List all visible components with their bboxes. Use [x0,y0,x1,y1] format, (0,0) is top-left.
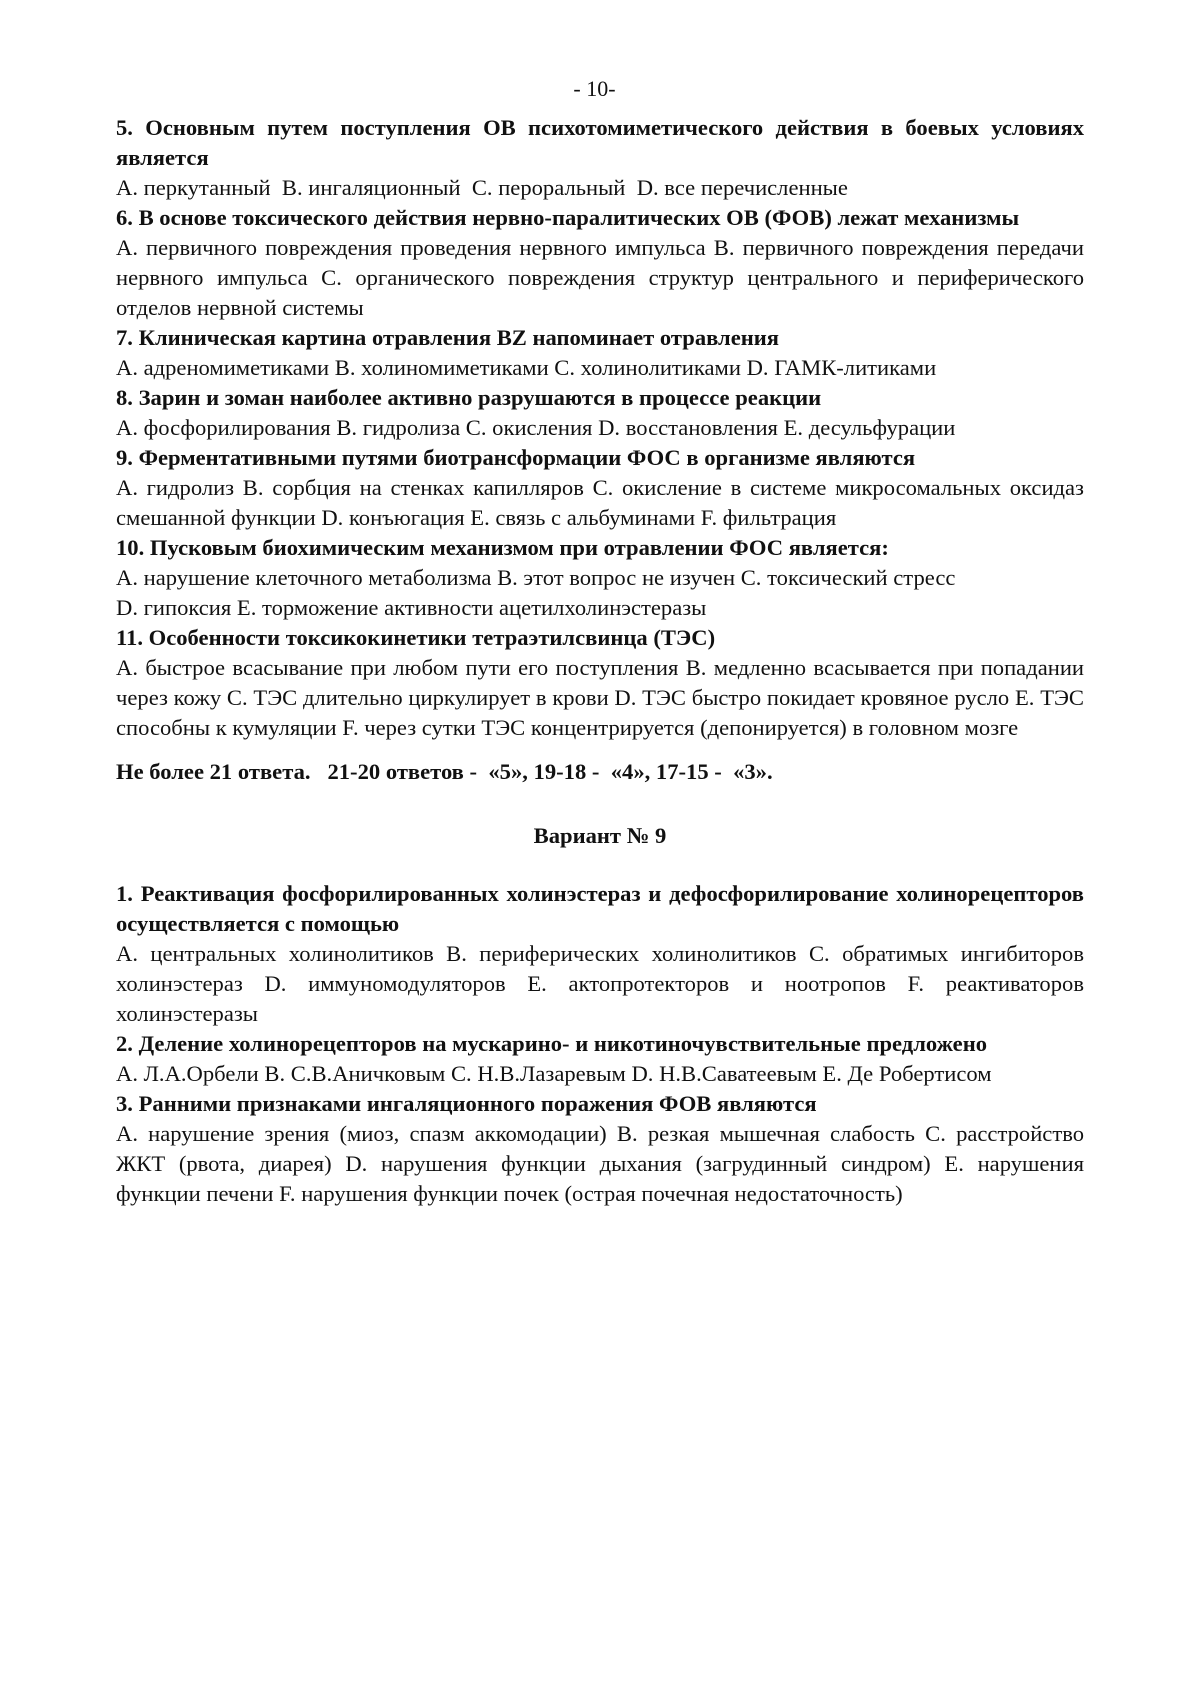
question-text: 1. Реактивация фосфорилированных холинэстераз и дефосфорилирование холинорецепторов осуществляется с помощью [116,881,1084,936]
question-text: 10. Пусковым биохимическим механизмом при отравлении ФОС является: [116,535,889,560]
answer-options: D. гипоксия E. торможение активности ацетилхолинэстеразы [116,595,707,620]
answer-options: А. гидролиз B. сорбция на стенках капилляров C. окисление в системе микросомальных оксидаз смешанной функции D. конъюгация E. связь с альбуминами F. фильтрация [116,475,1084,530]
answer-options: А. перкутанный B. ингаляционный C. пероральный D. все перечисленные [116,175,848,200]
question-block [116,443,1084,533]
answer-options: A. нарушение клеточного метаболизма B. этот вопрос не изучен C. токсический стресс [116,565,956,590]
question-block [116,383,1084,443]
answer-options: A. нарушение зрения (миоз, спазм аккомодации) B. резкая мышечная слабость C. расстройство ЖКТ (рвота, диарея) D. нарушения функции дыхания (загрудинный синдром) E. нарушения функции печени F. нарушения функции почек (острая почечная недостаточность) [116,1121,1084,1206]
question-block [116,203,1084,323]
question-text: 9. Ферментативными путями биотрансформации ФОС в организме являются [116,445,916,470]
question-block [116,1089,1084,1209]
question-text: 3. Ранними признаками ингаляционного поражения ФОВ являются [116,1091,817,1116]
question-block [116,623,1084,743]
question-block [116,533,1084,623]
variant-title: Вариант № 9 [533,823,667,848]
question-text: 2. Деление холинорецепторов на мускарино- и никотиночувствительные предложено [116,1031,988,1056]
answer-options: A. быстрое всасывание при любом пути его поступления B. медленно всасывается при попадании через кожу C. ТЭС длительно циркулирует в крови D. ТЭС быстро покидает кровяное русло E. ТЭС способны к кумуляции F. через сутки ТЭС концентрируется (депонируется) в головном мозге [116,655,1084,740]
answer-options: A. первичного повреждения проведения нервного импульса B. первичного повреждения передачи нервного импульса C. органического повреждения структур центрального и периферического отделов нервной системы [116,235,1084,320]
question-text: 11. Особенности токсикокинетики тетраэтилсвинца (ТЭС) [116,625,716,650]
question-text: 7. Клиническая картина отравления BZ напоминает отравления [116,325,779,350]
question-block [116,1029,1084,1089]
answer-options: A. Л.А.Орбели B. С.В.Аничковым C. Н.В.Лазаревым D. Н.В.Саватеевым E. Де Робертисом [116,1061,992,1086]
answer-options: А. фосфорилирования B. гидролиза C. окисления D. восстановления E. десульфурации [116,415,956,440]
answer-options: A. центральных холинолитиков B. периферических холинолитиков C. обратимых ингибиторов холинэстераз D. иммуномодуляторов E. актопротекторов и ноотропов F. реактиваторов холинэстеразы [116,941,1084,1026]
question-text: 5. Основным путем поступления ОВ психотомиметического действия в боевых условиях является [116,115,1084,170]
page-number: - 10- [573,76,616,101]
score-line: Не более 21 ответа. 21-20 ответов - «5», 19-18 - «4», 17-15 - «3». [116,759,773,784]
question-text: 8. Зарин и зоман наиболее активно разрушаются в процессе реакции [116,385,822,410]
question-block [116,879,1084,1029]
answer-options: A. адреномиметиками B. холиномиметиками C. холинолитиками D. ГАМК-литиками [116,355,937,380]
page-content [116,113,1084,1209]
question-text: 6. В основе токсического действия нервно-паралитических ОВ (ФОВ) лежат механизмы [116,205,1020,230]
question-block [116,113,1084,203]
question-block [116,323,1084,383]
